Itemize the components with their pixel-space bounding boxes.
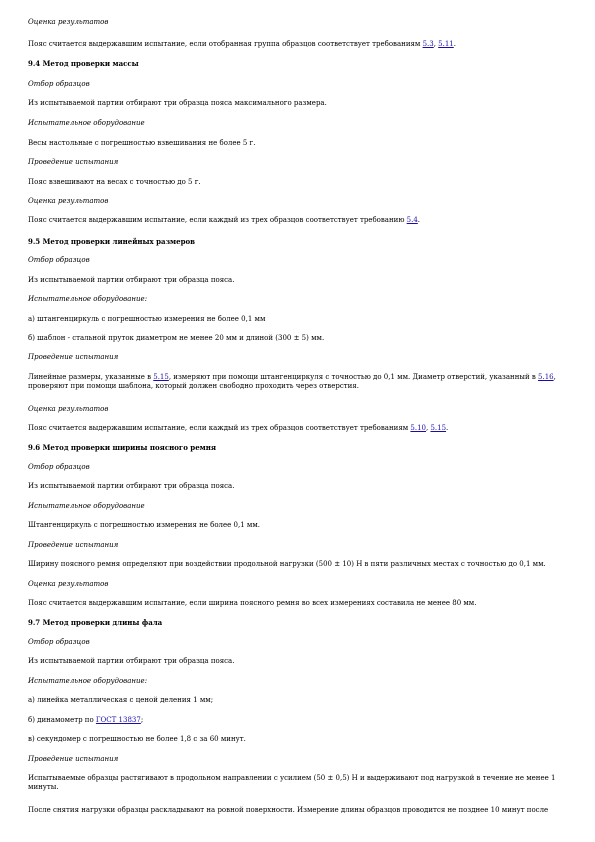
line-text: в) секундомер с погрешностью не более 1,8 с за 60 минут.: [28, 735, 246, 743]
line-text: Из испытываемой партии отбирают три образца пояса.: [28, 657, 235, 665]
line-text: Испытательное оборудование:: [28, 677, 148, 685]
list-item: [28, 735, 573, 744]
line-text: а) штангенциркуль с погрешностью измерения не более 0,1 мм: [28, 315, 266, 323]
link-5-15[interactable]: 5.15: [153, 373, 169, 381]
section-title: [28, 59, 573, 68]
section-heading: [28, 541, 573, 550]
paragraph: [28, 99, 573, 108]
link-5-11[interactable]: 5.11: [438, 40, 454, 48]
line-text: Пояс считается выдержавшим испытание, если каждый из трех образцов соответствует требованиям: [28, 424, 411, 432]
paragraph: [28, 373, 573, 391]
line-text: Оценка результатов: [28, 18, 109, 26]
line-text: 9.5 Метод проверки линейных размеров: [28, 237, 196, 246]
line-text: Испытательное оборудование:: [28, 295, 148, 303]
section-title: [28, 618, 573, 627]
line-text: Пояс считается выдержавшим испытание, если каждый из трех образцов соответствует требованию: [28, 216, 407, 224]
line-text: .: [453, 40, 456, 48]
line-text: , проверяют при помощи шаблона, который должен свободно проходить через отверстия.: [28, 373, 556, 390]
line-text: , измеряют при помощи штангенциркуля с точностью до 0,1 мм. Диаметр отверстий, указанный в: [168, 373, 539, 381]
line-text: Отбор образцов: [28, 80, 90, 88]
section-heading: [28, 158, 573, 167]
line-text: Испытательное оборудование: [28, 502, 145, 510]
section-heading: [28, 405, 573, 414]
line-text: ;: [140, 716, 144, 724]
section-heading: [28, 80, 573, 89]
line-text: б) шаблон - стальной пруток диаметром не менее 20 мм и длиной (300 ± 5) мм.: [28, 334, 325, 342]
line-text: Из испытываемой партии отбирают три образца пояса.: [28, 482, 235, 490]
paragraph: [28, 521, 573, 530]
section-heading: [28, 677, 573, 686]
line-text: Из испытываемой партии отбирают три образца пояса.: [28, 276, 235, 284]
paragraph: [28, 424, 573, 433]
line-text: ,: [426, 424, 431, 432]
line-text: а) линейка металлическая с ценой деления 1 мм;: [28, 696, 214, 704]
line-text: Пояс считается выдержавшим испытание, если ширина поясного ремня во всех измерениях составила не менее 80 мм.: [28, 599, 477, 607]
line-text: Отбор образцов: [28, 638, 90, 646]
link-5-16[interactable]: 5.16: [538, 373, 554, 381]
list-item: [28, 315, 573, 324]
line-text: 9.4 Метод проверки массы: [28, 59, 139, 68]
paragraph: [28, 657, 573, 666]
line-text: Оценка результатов: [28, 405, 109, 413]
line-text: .: [446, 424, 449, 432]
section-heading-results: [28, 18, 573, 27]
paragraph: [28, 482, 573, 491]
line-text: Проведение испытания: [28, 158, 119, 166]
section-title: [28, 443, 573, 452]
section-heading: [28, 755, 573, 764]
link-5-15[interactable]: 5.15: [430, 424, 447, 432]
list-item: [28, 334, 573, 343]
link-5-4[interactable]: 5.4: [406, 216, 418, 224]
paragraph: [28, 40, 573, 49]
section-heading: [28, 119, 573, 128]
section-heading: [28, 638, 573, 647]
paragraph: [28, 178, 573, 187]
line-text: Проведение испытания: [28, 755, 119, 763]
paragraph: [28, 139, 573, 148]
line-text: Проведение испытания: [28, 541, 119, 549]
link-5-3[interactable]: 5.3: [422, 40, 434, 48]
line-text: Весы настольные с погрешностью взвешивания не более 5 г.: [28, 139, 256, 147]
section-heading: [28, 580, 573, 589]
line-text: 9.6 Метод проверки ширины поясного ремня: [28, 443, 217, 452]
link-gost-13837[interactable]: ГОСТ 13837: [95, 716, 141, 724]
paragraph: [28, 560, 573, 569]
line-text: 9.7 Метод проверки длины фала: [28, 618, 163, 627]
line-text: После снятия нагрузки образцы раскладывают на ровной поверхности. Измерение длины образцов проводится не позднее 10 минут после: [28, 806, 549, 814]
section-heading: [28, 197, 573, 206]
list-item: [28, 716, 573, 725]
line-text: Пояс считается выдержавшим испытание, если отобранная группа образцов соответствует требованиям: [28, 40, 423, 48]
paragraph: [28, 806, 573, 815]
section-title: [28, 237, 573, 246]
section-heading: [28, 353, 573, 362]
list-item: [28, 696, 573, 705]
line-text: Линейные размеры, указанные в: [28, 373, 154, 381]
link-5-10[interactable]: 5.10: [410, 424, 426, 432]
line-text: Штангенциркуль с погрешностью измерения не более 0,1 мм.: [28, 521, 260, 529]
section-heading: [28, 463, 573, 472]
paragraph: [28, 599, 573, 608]
paragraph: [28, 216, 573, 225]
line-text: Проведение испытания: [28, 353, 119, 361]
line-text: Из испытываемой партии отбирают три образца пояса максимального размера.: [28, 99, 327, 107]
line-text: Испытываемые образцы растягивают в продольном направлении с усилием (50 ± 0,5) Н и выдерживают под нагрузкой в течение не менее 1 минуты.: [28, 774, 556, 791]
paragraph: [28, 774, 573, 792]
line-text: Отбор образцов: [28, 256, 90, 264]
line-text: Пояс взвешивают на весах с точностью до 5 г.: [28, 178, 201, 186]
paragraph: [28, 276, 573, 285]
section-heading: [28, 256, 573, 265]
line-text: Испытательное оборудование: [28, 119, 145, 127]
line-text: Оценка результатов: [28, 580, 109, 588]
line-text: ,: [433, 40, 439, 48]
section-heading: [28, 502, 573, 511]
section-heading: [28, 295, 573, 304]
line-text: Ширину поясного ремня определяют при воздействии продольной нагрузки (500 ± 10) Н в пяти различных местах с точностью до 0,1 мм.: [28, 560, 546, 568]
line-text: Отбор образцов: [28, 463, 90, 471]
line-text: Оценка результатов: [28, 197, 109, 205]
line-text: .: [417, 216, 421, 224]
line-text: б) динамометр по: [28, 716, 96, 724]
